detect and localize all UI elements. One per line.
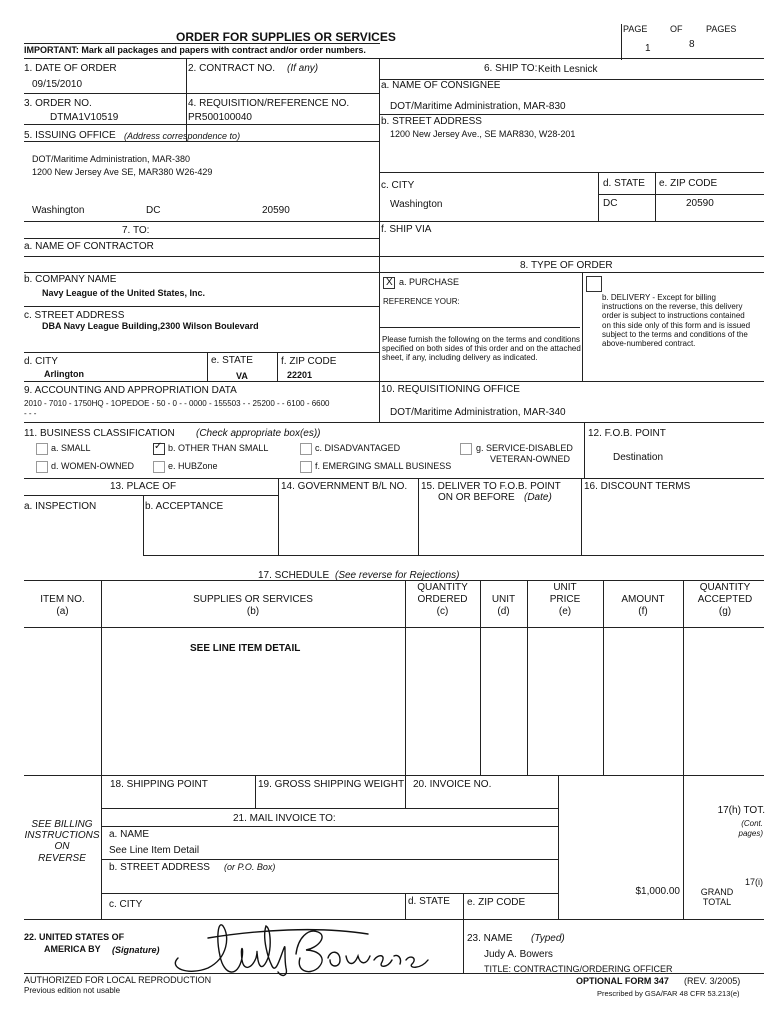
signature-image: [168, 918, 458, 980]
contractor-name-label: a. NAME OF CONTRACTOR: [24, 241, 154, 252]
fob-point-value[interactable]: Destination: [613, 452, 664, 463]
accounting-line2[interactable]: - - -: [24, 409, 37, 418]
form-title: ORDER FOR SUPPLIES OR SERVICES: [176, 30, 396, 44]
of-label: OF: [670, 24, 683, 34]
government-bl-label: 14. GOVERNMENT B/L NO.: [281, 481, 408, 492]
contractor-city-value[interactable]: Arlington: [44, 369, 84, 379]
invoice-state-label: d. STATE: [408, 896, 450, 907]
deliver-fob-label-line2: ON OR BEFORE: [438, 492, 515, 503]
hubzone-checkbox[interactable]: [153, 461, 165, 473]
invoice-name-value[interactable]: See Line Item Detail: [109, 845, 200, 856]
deliver-fob-label-line1: 15. DELIVER TO F.O.B. POINT: [421, 481, 561, 492]
billing-instructions-3: ON: [54, 841, 70, 852]
discount-terms-label: 16. DISCOUNT TERMS: [584, 481, 691, 492]
mail-invoice-label: 21. MAIL INVOICE TO:: [233, 813, 336, 824]
acceptance-label: b. ACCEPTANCE: [145, 501, 224, 512]
type-of-order-label: 8. TYPE OF ORDER: [520, 260, 613, 271]
invoice-street-label: b. STREET ADDRESS: [109, 862, 210, 873]
requisitioning-office-label: 10. REQUISITIONING OFFICE: [381, 384, 520, 395]
business-classification-label: 11. BUSINESS CLASSIFICATION: [24, 428, 175, 439]
shipping-point-label: 18. SHIPPING POINT: [110, 779, 208, 790]
contractor-state-value[interactable]: VA: [236, 371, 248, 381]
issuing-office-line1[interactable]: DOT/Maritime Administration, MAR-380: [32, 154, 191, 164]
grand-total-amount[interactable]: $1,000.00: [635, 886, 680, 897]
ship-street-label: b. STREET ADDRESS: [381, 116, 482, 127]
requisition-no-label: 4. REQUISITION/REFERENCE NO.: [188, 98, 350, 109]
accounting-line1[interactable]: 2010 - 7010 - 1750HQ - 1OPEDOE - 50 - 0 - - 0000 - 155503 - - 25200 - - 6100 - 6600: [24, 399, 330, 408]
order-no-value[interactable]: DTMA1V10519: [50, 112, 119, 123]
typed-name-note: (Typed): [531, 933, 565, 944]
ship-state-label: d. STATE: [603, 178, 645, 189]
date-of-order-value[interactable]: 09/15/2010: [32, 79, 83, 90]
billing-instructions-2: INSTRUCTIONS: [24, 830, 100, 841]
issuing-office-state[interactable]: DC: [146, 205, 161, 216]
ship-city-label: c. CITY: [381, 180, 415, 191]
schedule-note: (See reverse for Rejections): [335, 570, 460, 581]
other-than-small-label: b. OTHER THAN SMALL: [168, 443, 269, 453]
sdvo-label-line1: g. SERVICE-DISABLED: [476, 443, 573, 453]
form-revision: (REV. 3/2005): [684, 976, 741, 986]
consignee-value[interactable]: DOT/Maritime Administration, MAR-830: [390, 101, 566, 112]
billing-instructions-1: SEE BILLING: [31, 819, 93, 830]
col-unit-price-1: UNIT: [553, 582, 577, 593]
col-accepted-1: QUANTITY: [699, 582, 751, 593]
emerging-small-business-checkbox[interactable]: [300, 461, 312, 473]
col-accepted-2: ACCEPTED: [697, 594, 753, 605]
other-than-small-check-mark: ✓: [154, 441, 163, 452]
contractor-state-label: e. STATE: [211, 355, 253, 366]
ship-zip-value[interactable]: 20590: [686, 198, 714, 209]
accounting-label: 9. ACCOUNTING AND APPROPRIATION DATA: [24, 385, 237, 396]
issuing-office-note: (Address correspondence to): [124, 131, 241, 141]
grand-total-label-3: TOTAL: [702, 897, 732, 907]
contract-no-note: (If any): [287, 63, 319, 74]
contractor-zip-value[interactable]: 22201: [287, 370, 313, 380]
col-item-no: ITEM NO.: [40, 594, 85, 605]
business-classification-note: (Check appropriate box(es)): [196, 428, 321, 439]
officer-title: TITLE: CONTRACTING/ORDERING OFFICER: [484, 964, 673, 974]
company-name-value[interactable]: Navy League of the United States, Inc.: [42, 288, 206, 298]
consignee-label: a. NAME OF CONSIGNEE: [381, 80, 501, 91]
contractor-street-label: c. STREET ADDRESS: [24, 310, 125, 321]
col-amount-sub: (f): [638, 606, 648, 617]
issuing-office-label: 5. ISSUING OFFICE: [24, 130, 116, 141]
invoice-no-label: 20. INVOICE NO.: [413, 779, 492, 790]
purchase-terms-text: Please furnish the following on the terms and conditions specified on both sides of this order and on the attached sheet, if any, including delivery as indicated.: [382, 335, 581, 363]
prescribed-by: Prescribed by GSA/FAR 48 CFR 53.213(e): [597, 989, 740, 998]
requisition-no-value[interactable]: PR500100040: [188, 112, 252, 123]
col-quantity-2: ORDERED: [417, 594, 468, 605]
ship-city-value[interactable]: Washington: [390, 199, 443, 210]
pages-label: PAGES: [706, 24, 737, 34]
fob-point-label: 12. F.O.B. POINT: [588, 428, 666, 439]
grand-total-label-1: 17(i): [744, 877, 763, 887]
to-label: 7. TO:: [122, 225, 150, 236]
col-amount: AMOUNT: [621, 594, 665, 605]
small-label: a. SMALL: [51, 443, 91, 453]
contractor-city-label: d. CITY: [24, 356, 58, 367]
col-quantity-sub: (c): [436, 606, 449, 617]
col-item-no-sub: (a): [56, 606, 69, 617]
deliver-fob-date-note: (Date): [524, 492, 552, 503]
sdvo-checkbox[interactable]: [460, 443, 472, 455]
sdvo-label-line2: VETERAN-OWNED: [490, 454, 571, 464]
signature-label-line2: AMERICA BY: [44, 944, 101, 954]
small-checkbox[interactable]: [36, 443, 48, 455]
ship-to-label: 6. SHIP TO:: [484, 63, 538, 74]
signature-note: (Signature): [112, 945, 160, 955]
page-label: PAGE: [623, 24, 648, 34]
total-cont-note1: (Cont.: [741, 819, 763, 828]
issuing-office-city[interactable]: Washington: [32, 205, 85, 216]
delivery-terms-text: b. DELIVERY - Except for billing instructions on the reverse, this delivery order is subject to instructions contained on this side only of this form and is issued subject to the terms and conditions of the above-numbered contract.: [602, 293, 751, 348]
disadvantaged-checkbox[interactable]: [300, 443, 312, 455]
typed-name-value[interactable]: Judy A. Bowers: [484, 949, 553, 960]
ship-via-label: f. SHIP VIA: [381, 224, 432, 235]
gross-weight-label: 19. GROSS SHIPPING WEIGHT: [258, 779, 405, 790]
invoice-name-label: a. NAME: [109, 829, 150, 840]
invoice-street-note: (or P.O. Box): [224, 862, 276, 872]
hubzone-label: e. HUBZone: [168, 461, 218, 471]
col-unit-sub: (d): [497, 606, 510, 617]
date-of-order-label: 1. DATE OF ORDER: [24, 63, 117, 74]
order-no-label: 3. ORDER NO.: [24, 98, 92, 109]
invoice-city-label: c. CITY: [109, 899, 143, 910]
women-owned-checkbox[interactable]: [36, 461, 48, 473]
ship-zip-label: e. ZIP CODE: [659, 178, 718, 189]
col-supplies-sub: (b): [246, 606, 260, 617]
reference-your-label: REFERENCE YOUR:: [383, 297, 460, 306]
ship-to-name[interactable]: Keith Lesnick: [538, 64, 598, 75]
purchase-label: a. PURCHASE: [399, 277, 460, 287]
total-cont-label: 17(h) TOT.: [717, 805, 765, 816]
women-owned-label: d. WOMEN-OWNED: [51, 461, 134, 471]
col-unit: UNIT: [491, 594, 516, 605]
disadvantaged-label: c. DISADVANTAGED: [315, 443, 401, 453]
contractor-zip-label: f. ZIP CODE: [281, 356, 337, 367]
emerging-small-business-label: f. EMERGING SMALL BUSINESS: [315, 461, 452, 471]
contract-no-label: 2. CONTRACT NO.: [188, 63, 276, 74]
important-notice: IMPORTANT: Mark all packages and papers with contract and/or order numbers.: [24, 45, 366, 55]
col-accepted-sub: (g): [718, 606, 732, 617]
col-unit-price-2: PRICE: [549, 594, 581, 605]
col-quantity-1: QUANTITY: [417, 582, 468, 593]
company-name-label: b. COMPANY NAME: [24, 274, 117, 285]
schedule-label: 17. SCHEDULE: [258, 570, 330, 581]
place-of-label: 13. PLACE OF: [110, 481, 177, 492]
col-supplies: SUPPLIES OR SERVICES: [193, 594, 313, 605]
invoice-zip-label: e. ZIP CODE: [467, 897, 526, 908]
col-unit-price-sub: (e): [558, 606, 572, 617]
requisitioning-office-value[interactable]: DOT/Maritime Administration, MAR-340: [390, 407, 566, 418]
delivery-checkbox[interactable]: [586, 276, 602, 292]
issuing-office-line2[interactable]: 1200 New Jersey Ave SE, MAR380 W26-429: [32, 167, 213, 177]
total-cont-note2: pages): [738, 829, 763, 838]
form-number: OPTIONAL FORM 347: [576, 976, 669, 986]
issuing-office-zip[interactable]: 20590: [262, 205, 290, 216]
page-number[interactable]: 1: [645, 43, 651, 54]
billing-instructions-4: REVERSE: [38, 853, 86, 864]
ship-state-value[interactable]: DC: [603, 198, 618, 209]
inspection-label: a. INSPECTION: [24, 501, 97, 512]
previous-edition: Previous edition not usable: [24, 986, 121, 995]
purchase-check-mark: X: [386, 277, 393, 288]
signature-label-line1: 22. UNITED STATES OF: [24, 932, 125, 942]
authorized-reproduction: AUTHORIZED FOR LOCAL REPRODUCTION: [24, 975, 212, 985]
page-count[interactable]: 8: [689, 39, 695, 50]
grand-total-label-2: GRAND: [700, 887, 734, 897]
ship-street-value[interactable]: 1200 New Jersey Ave., SE MAR830, W28-201: [390, 129, 576, 139]
line-item-detail[interactable]: SEE LINE ITEM DETAIL: [190, 643, 301, 654]
contractor-street-value[interactable]: DBA Navy League Building,2300 Wilson Boulevard: [42, 321, 259, 331]
typed-name-label: 23. NAME: [467, 933, 513, 944]
